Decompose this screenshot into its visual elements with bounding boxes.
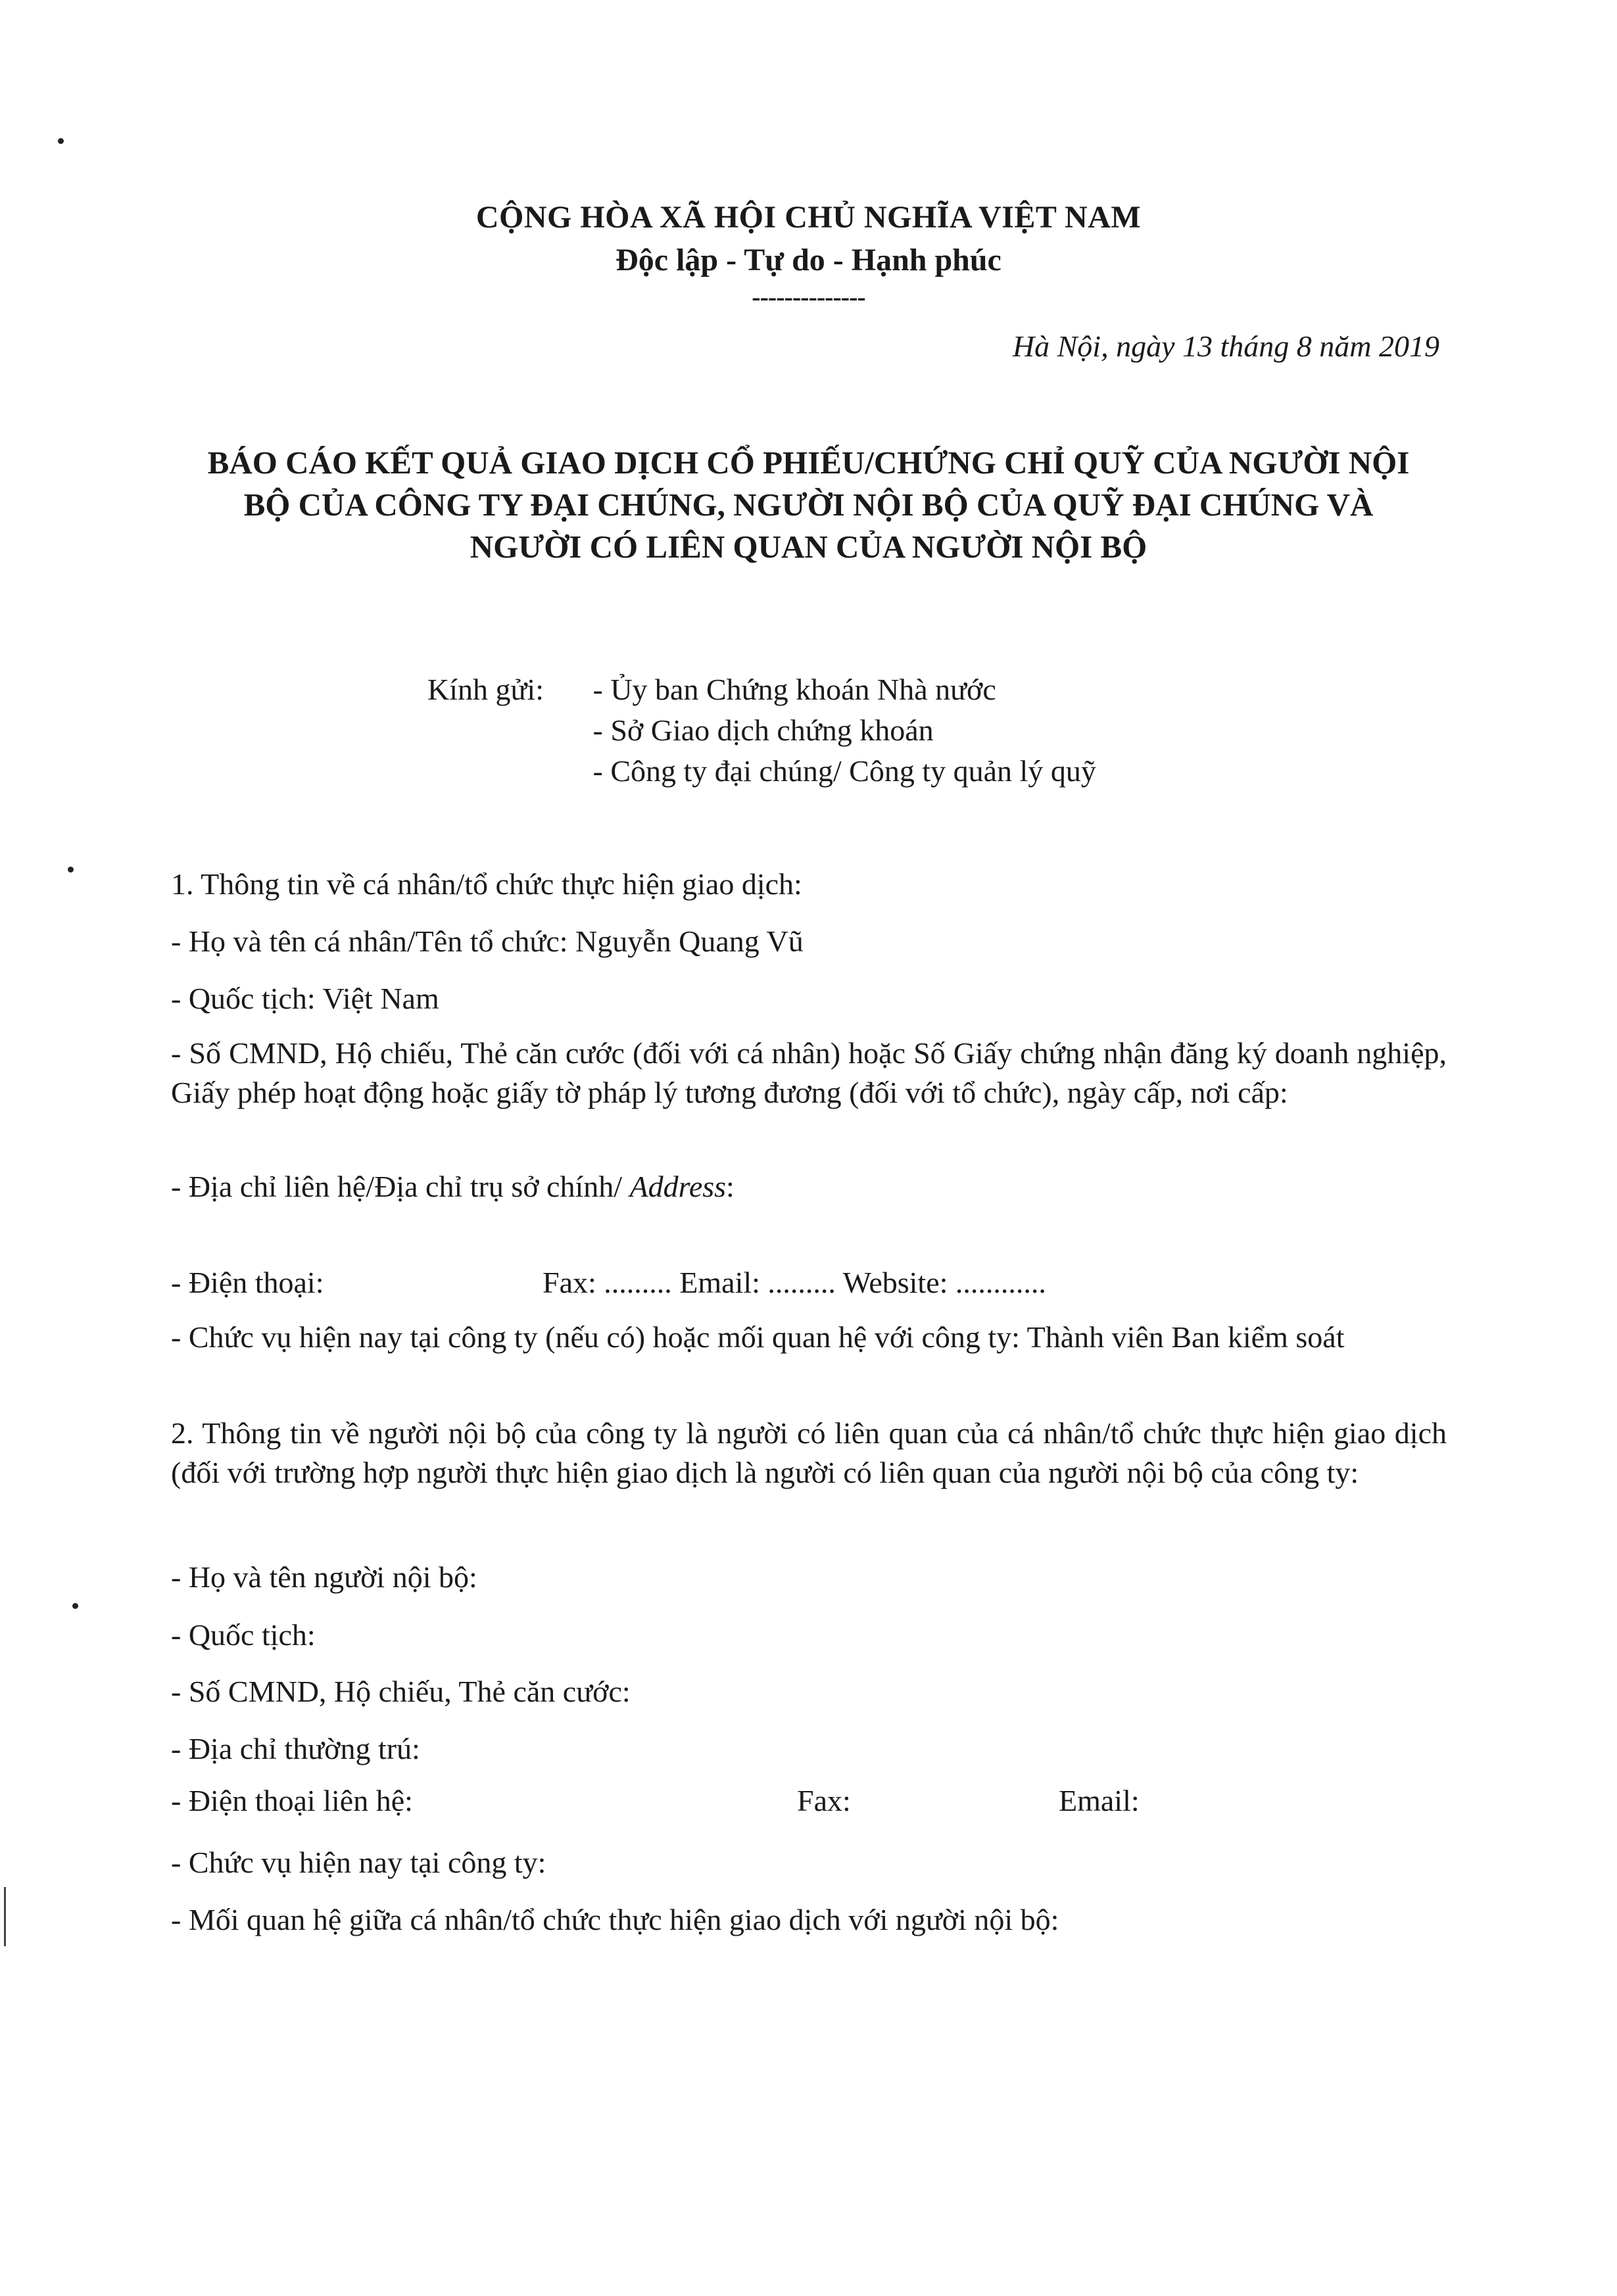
report-title-line: NGƯỜI CÓ LIÊN QUAN CỦA NGƯỜI NỘI BỘ (470, 529, 1147, 565)
recipients-block (427, 669, 1096, 792)
field-id-document: - Số CMND, Hộ chiếu, Thẻ căn cước (đối với cá nhân) hoặc Số Giấy chứng nhận đăng ký doanh nghiệp, Giấy phép hoạt động hoặc giấy tờ pháp lý tương đương (đối với tổ chức), ngày cấp, nơi cấp: (171, 1036, 1447, 1109)
insider-phone: - Điện thoại liên hệ: (171, 1784, 413, 1817)
address-label: - Địa chỉ liên hệ/Địa chỉ trụ sở chính/ (171, 1170, 630, 1203)
field-name: - Họ và tên cá nhân/Tên tổ chức: Nguyễn Quang Vũ (171, 924, 804, 958)
recipient-item: - Sở Giao dịch chứng khoán (592, 713, 934, 747)
recipients-list (593, 669, 1096, 792)
scan-edge-line (4, 1887, 6, 1946)
insider-email: Email: (1059, 1784, 1140, 1817)
insider-address: - Địa chỉ thường trú: (171, 1732, 420, 1765)
section2-heading: 2. Thông tin về người nội bộ của công ty là người có liên quan của cá nhân/tổ chức thực hiện giao dịch (đối với trường hợp người thực hiện giao dịch là người có liên quan của người nội bộ của công ty: (171, 1416, 1447, 1489)
report-title (158, 442, 1459, 568)
address-label-en: Address (629, 1170, 727, 1203)
recipient-item: - Ủy ban Chứng khoán Nhà nước (592, 673, 996, 706)
recipient-item: - Công ty đại chúng/ Công ty quản lý quỹ (592, 754, 1096, 788)
field-contact (171, 1265, 1447, 1300)
recipients-label: Kính gửi: (427, 673, 544, 706)
header-divider: -------------- (752, 282, 865, 312)
insider-contact (171, 1783, 1447, 1818)
insider-fax: Fax: (797, 1784, 851, 1817)
date-line: Hà Nội, ngày 13 tháng 8 năm 2019 (1012, 329, 1439, 363)
insider-position: - Chức vụ hiện nay tại công ty: (171, 1846, 546, 1879)
insider-relationship: - Mối quan hệ giữa cá nhân/tổ chức thực hiện giao dịch với người nội bộ: (171, 1903, 1059, 1936)
scan-dot (58, 138, 64, 144)
national-motto: Độc lập - Tự do - Hạnh phúc (615, 243, 1002, 277)
report-title-line: BỘ CỦA CÔNG TY ĐẠI CHÚNG, NGƯỜI NỘI BỘ CỦA QUỸ ĐẠI CHÚNG VÀ (243, 487, 1374, 523)
address-colon: : (726, 1170, 735, 1203)
fax-email-website: Fax: ......... Email: ......... Website: ............ (543, 1266, 1046, 1299)
section1-heading: 1. Thông tin về cá nhân/tổ chức thực hiện giao dịch: (171, 867, 802, 901)
field-position: - Chức vụ hiện nay tại công ty (nếu có) hoặc mối quan hệ với công ty: Thành viên Ban kiểm soát (171, 1320, 1345, 1354)
insider-id: - Số CMND, Hộ chiếu, Thẻ căn cước: (171, 1675, 631, 1708)
phone-label: - Điện thoại: (171, 1266, 324, 1299)
insider-name: - Họ và tên người nội bộ: (171, 1560, 477, 1594)
insider-nationality: - Quốc tịch: (171, 1618, 316, 1652)
national-title: CỘNG HÒA XÃ HỘI CHỦ NGHĨA VIỆT NAM (475, 200, 1142, 235)
scan-dot (68, 867, 74, 873)
report-title-line: BÁO CÁO KẾT QUẢ GIAO DỊCH CỔ PHIẾU/CHỨNG CHỈ QUỸ CỦA NGƯỜI NỘI (207, 444, 1410, 481)
field-nationality: - Quốc tịch: Việt Nam (171, 982, 439, 1015)
scan-dot (72, 1603, 78, 1609)
field-address (171, 1169, 1447, 1204)
